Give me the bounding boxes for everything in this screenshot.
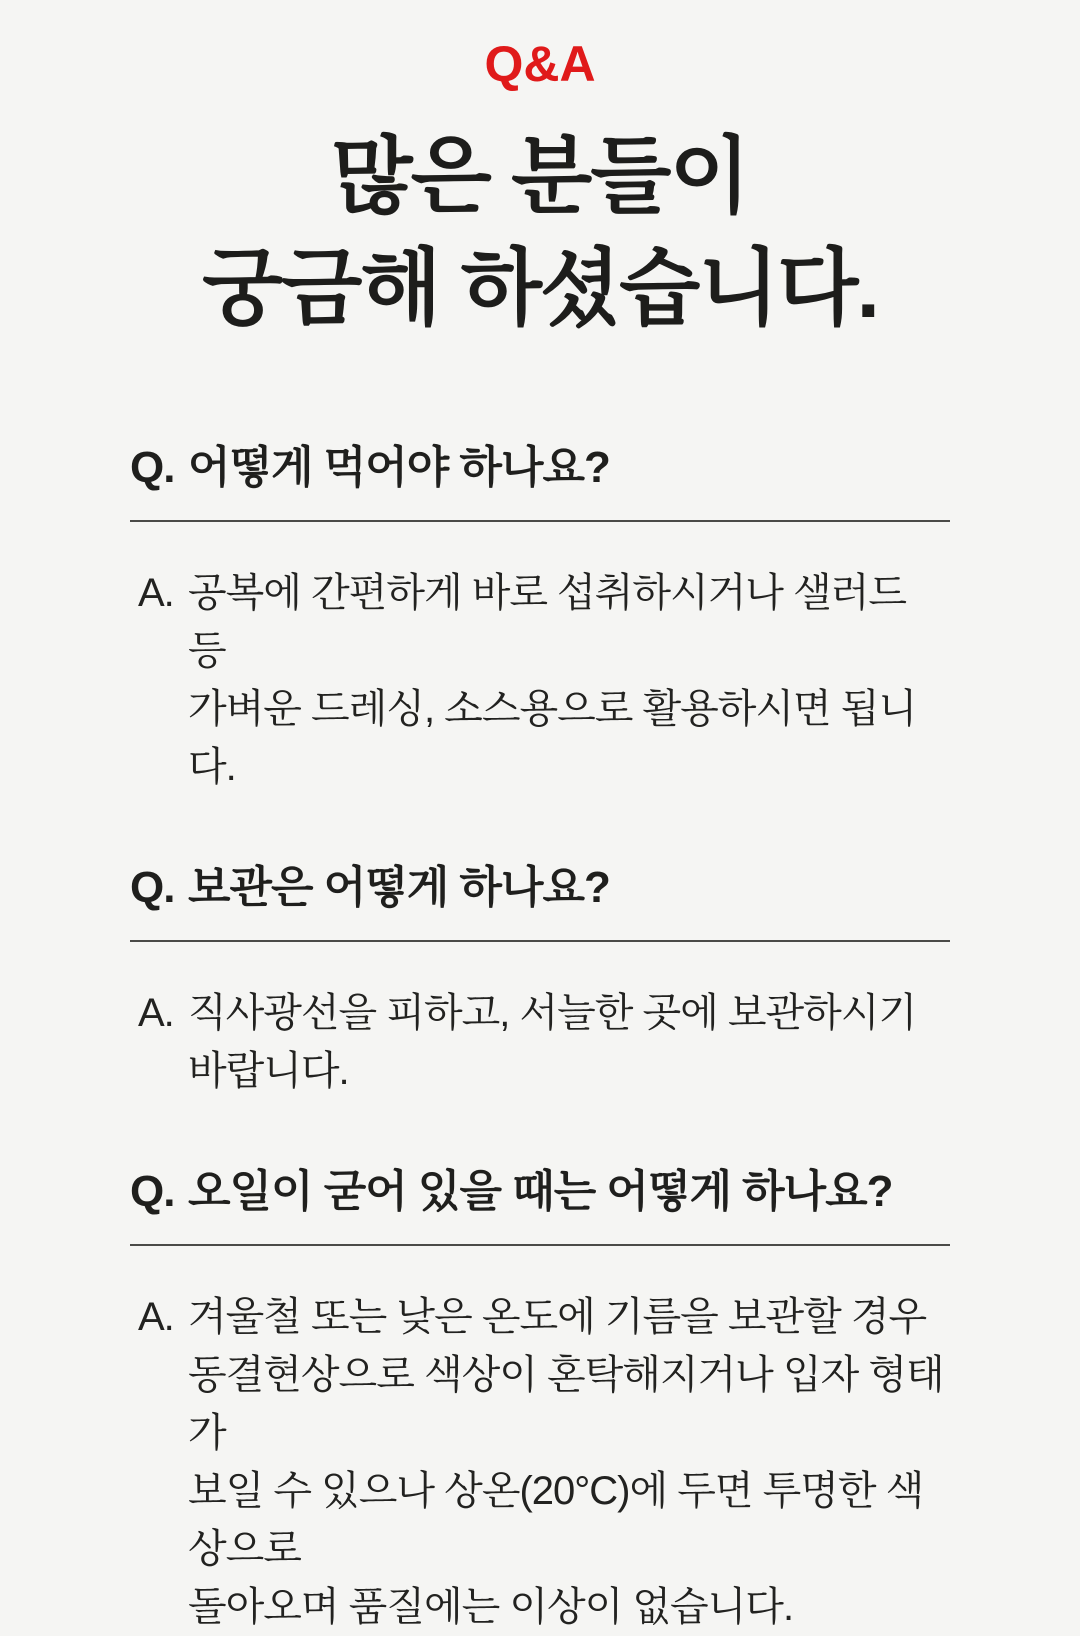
faq-list bbox=[130, 440, 950, 1636]
answer-line: 가벼운 드레싱, 소스용으로 활용하시면 됩니다. bbox=[188, 687, 917, 789]
answer-line: 보일 수 있으나 상온(20°C)에 두면 투명한 색상으로 bbox=[188, 1469, 924, 1571]
title-line-1: 많은 분들이 bbox=[331, 129, 749, 223]
question-divider bbox=[130, 1244, 950, 1246]
answer-marker: A. bbox=[138, 571, 174, 615]
answer-text bbox=[188, 564, 950, 796]
faq-item bbox=[130, 1164, 950, 1636]
qa-eyebrow: Q&A bbox=[484, 36, 596, 92]
answer-line: 돌아오며 품질에는 이상이 없습니다. bbox=[188, 1585, 794, 1629]
question-marker: Q. bbox=[130, 1167, 175, 1216]
page-title bbox=[130, 120, 950, 344]
question-text: 어떻게 먹어야 하나요? bbox=[188, 443, 610, 492]
answer-text bbox=[188, 1288, 950, 1636]
question-marker: Q. bbox=[130, 863, 175, 912]
question-row bbox=[130, 440, 950, 496]
answer-marker: A. bbox=[138, 991, 174, 1035]
question-text: 오일이 굳어 있을 때는 어떻게 하나요? bbox=[188, 1167, 893, 1216]
question-divider bbox=[130, 940, 950, 942]
faq-item bbox=[130, 440, 950, 796]
answer-row bbox=[130, 984, 950, 1100]
answer-line: 직사광선을 피하고, 서늘한 곳에 보관하시기 바랍니다. bbox=[188, 991, 917, 1093]
answer-row bbox=[130, 1288, 950, 1636]
answer-text bbox=[188, 984, 950, 1100]
answer-line: 공복에 간편하게 바로 섭취하시거나 샐러드 등 bbox=[188, 571, 906, 673]
answer-row bbox=[130, 564, 950, 796]
answer-marker: A. bbox=[138, 1295, 174, 1339]
question-marker: Q. bbox=[130, 443, 175, 492]
answer-line: 겨울철 또는 낮은 온도에 기름을 보관할 경우 bbox=[188, 1295, 927, 1339]
question-divider bbox=[130, 520, 950, 522]
title-line-2: 궁금해 하셨습니다. bbox=[202, 241, 878, 335]
question-row bbox=[130, 1164, 950, 1220]
question-row bbox=[130, 860, 950, 916]
faq-item bbox=[130, 860, 950, 1100]
question-text: 보관은 어떻게 하나요? bbox=[188, 863, 610, 912]
answer-line: 동결현상으로 색상이 혼탁해지거나 입자 형태가 bbox=[188, 1353, 944, 1455]
